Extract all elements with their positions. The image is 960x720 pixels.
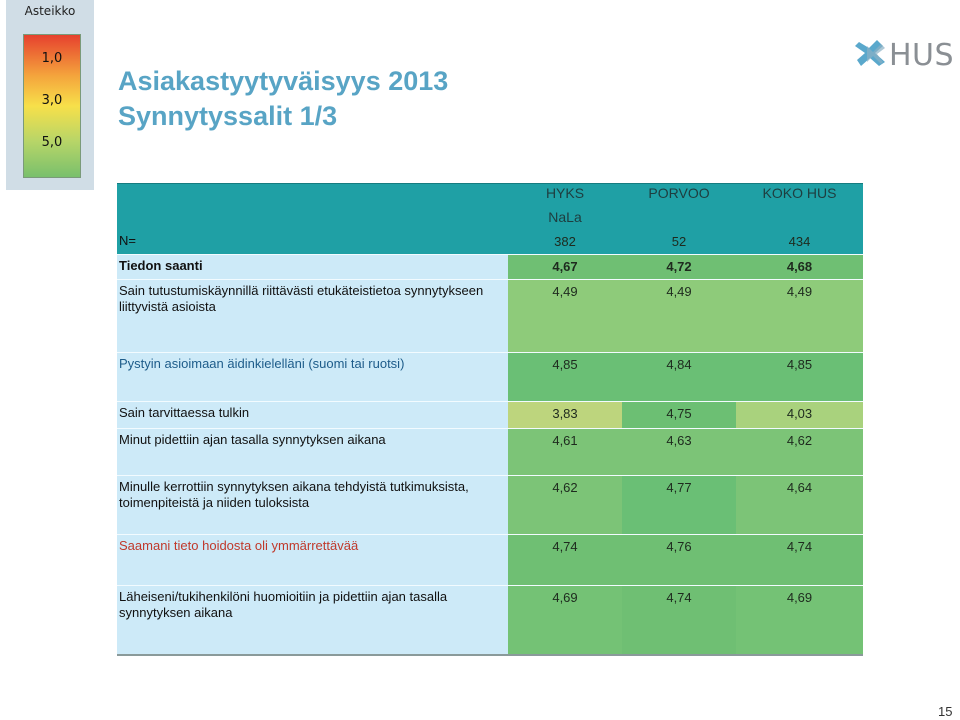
table-row [117,230,863,254]
table-row [117,428,863,475]
row-label: Sain tarvittaessa tulkin [119,405,250,420]
value-cell [736,476,863,534]
value-cell [622,402,736,428]
row-label: Minut pidettiin ajan tasalla synnytyksen aikana [119,432,386,447]
value-cell [508,476,622,534]
value-cell [622,280,736,352]
scale-legend [6,0,94,190]
value-cell [622,535,736,585]
legend-value-low: 1,0 [41,51,63,66]
slide-title-line2: Synnytyssalit 1/3 [118,101,338,131]
value-text: 4,74 [666,590,692,605]
value-cell [736,255,863,279]
value-cell [508,230,622,254]
legend-value-mid: 3,0 [41,93,63,108]
value-text: 382 [554,234,576,249]
value-text: 52 [671,234,687,249]
row-label: N= [119,233,136,248]
value-text: 3,83 [552,406,578,421]
table-row [117,352,863,401]
column-header-label: PORVOO [648,185,710,201]
column-header-sublabel: NaLa [548,209,582,225]
value-text: 4,68 [786,259,813,274]
value-cell [508,429,622,475]
value-cell [622,476,736,534]
value-cell [622,586,736,654]
value-text: 4,61 [552,433,578,448]
value-text: 4,64 [786,480,813,495]
column-header-label: KOKO HUS [762,185,837,201]
value-cell [508,402,622,428]
value-cell [622,429,736,475]
value-cell [736,535,863,585]
value-text: 4,62 [786,433,813,448]
value-text: 4,77 [666,480,692,495]
table-header [117,183,863,230]
value-text: 4,75 [666,406,692,421]
value-text: 4,85 [552,357,578,372]
value-cell [736,429,863,475]
table-row [117,585,863,656]
value-text: 4,72 [666,259,692,274]
slide-title-line1: Asiakastyytyväisyys 2013 [118,66,449,96]
value-text: 4,85 [786,357,813,372]
row-label: Pystyin asioimaan äidinkielelläni (suomi tai ruotsi) [119,356,405,371]
value-text: 4,03 [786,406,813,421]
value-text: 4,76 [666,539,692,554]
value-cell [508,255,622,279]
table-row [117,401,863,428]
value-text: 4,69 [552,590,578,605]
row-label: Sain tutustumiskäynnillä riittävästi etukäteistietoa synnytykseen liittyvistä asioista [119,283,484,314]
value-cell [736,230,863,254]
legend-title: Asteikko [24,4,76,18]
value-text: 4,49 [786,284,813,299]
value-text: 4,62 [552,480,578,495]
value-text: 4,49 [666,284,692,299]
value-text: 4,63 [666,433,692,448]
row-label: Minulle kerrottiin synnytyksen aikana tehdyistä tutkimuksista, toimenpiteistä ja niiden tuloksista [119,479,469,510]
table-row [117,475,863,534]
value-text: 434 [788,234,811,249]
row-label: Läheiseni/tukihenkilöni huomioitiin ja pidettiin ajan tasalla synnytyksen aikana [119,589,448,620]
legend-value-high: 5,0 [41,135,63,150]
satisfaction-table [117,183,863,656]
hus-cross-icon [855,36,889,70]
value-cell [736,280,863,352]
value-cell [622,230,736,254]
page-number: 15 [938,704,953,719]
value-cell [622,255,736,279]
row-label: Tiedon saanti [119,258,203,273]
value-cell [508,586,622,654]
logo-text: HUS [889,38,955,73]
value-text: 4,74 [552,539,578,554]
value-cell [736,586,863,654]
hus-logo [855,36,955,76]
value-cell [508,353,622,401]
table-row [117,279,863,352]
column-header-label: HYKS [545,185,585,201]
value-cell [508,280,622,352]
row-label: Saamani tieto hoidosta oli ymmärrettävää [119,538,359,553]
table-row [117,534,863,585]
value-text: 4,74 [786,539,813,554]
value-text: 4,67 [552,259,578,274]
legend-color-bar [23,34,81,178]
value-text: 4,84 [666,357,692,372]
value-cell [622,353,736,401]
table-row [117,254,863,279]
value-cell [736,402,863,428]
value-text: 4,69 [786,590,813,605]
value-cell [736,353,863,401]
value-text: 4,49 [552,284,578,299]
value-cell [508,535,622,585]
slide-title [118,64,448,134]
